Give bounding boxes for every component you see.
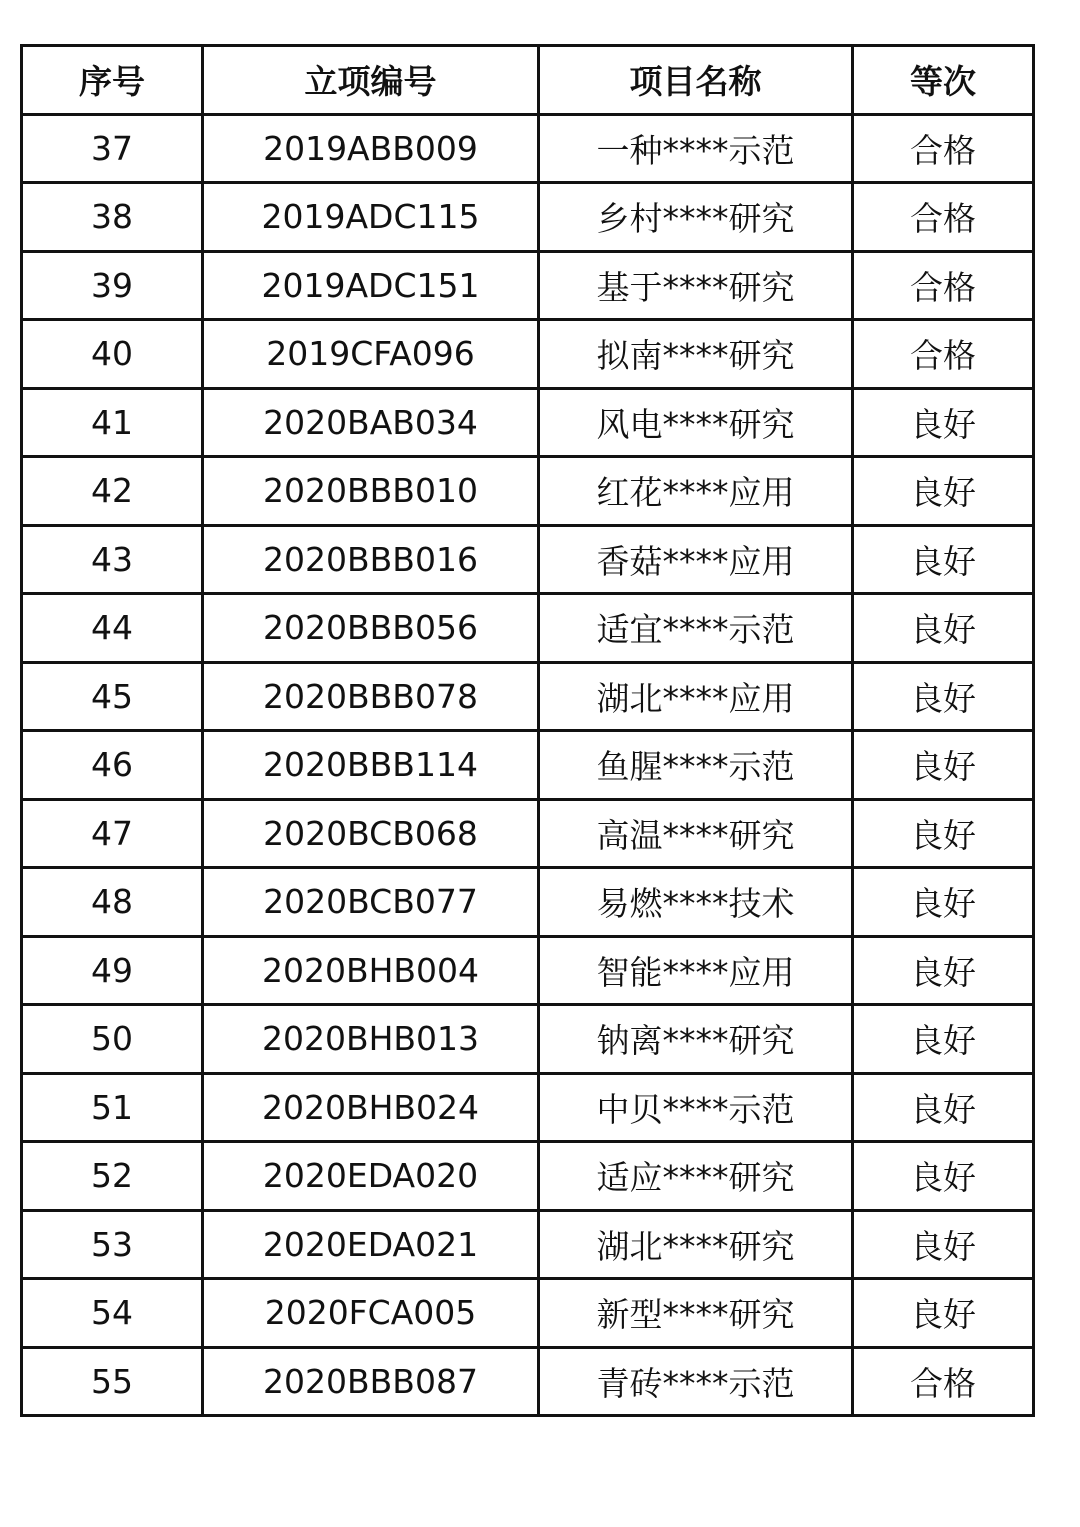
cell-grade: 良好 [853, 457, 1034, 526]
cell-project-id: 2019ADC151 [203, 251, 539, 320]
cell-serial-number: 38 [22, 183, 203, 252]
table-row [22, 1279, 1034, 1348]
table-row [22, 1073, 1034, 1142]
cell-project-name: 易燃****技术 [539, 868, 853, 937]
cell-project-id: 2020BBB087 [203, 1347, 539, 1416]
cell-grade: 合格 [853, 114, 1034, 183]
table-row [22, 868, 1034, 937]
cell-grade: 合格 [853, 320, 1034, 389]
cell-project-id: 2020BHB013 [203, 1005, 539, 1074]
cell-grade: 良好 [853, 1210, 1034, 1279]
cell-serial-number: 52 [22, 1142, 203, 1211]
header-project-id: 立项编号 [203, 46, 539, 115]
cell-grade: 良好 [853, 731, 1034, 800]
cell-project-id: 2020BCB077 [203, 868, 539, 937]
table-row [22, 662, 1034, 731]
cell-project-id: 2020BBB114 [203, 731, 539, 800]
cell-grade: 良好 [853, 936, 1034, 1005]
cell-project-name: 拟南****研究 [539, 320, 853, 389]
cell-project-id: 2019CFA096 [203, 320, 539, 389]
cell-project-id: 2019ABB009 [203, 114, 539, 183]
cell-grade: 合格 [853, 251, 1034, 320]
table-row [22, 799, 1034, 868]
cell-project-id: 2020EDA020 [203, 1142, 539, 1211]
cell-project-name: 湖北****研究 [539, 1210, 853, 1279]
table-row [22, 251, 1034, 320]
cell-grade: 良好 [853, 868, 1034, 937]
cell-project-id: 2020BAB034 [203, 388, 539, 457]
table-body [22, 114, 1034, 1416]
cell-project-name: 红花****应用 [539, 457, 853, 526]
cell-project-name: 新型****研究 [539, 1279, 853, 1348]
cell-grade: 良好 [853, 525, 1034, 594]
cell-serial-number: 55 [22, 1347, 203, 1416]
cell-serial-number: 50 [22, 1005, 203, 1074]
table-row [22, 1347, 1034, 1416]
cell-serial-number: 49 [22, 936, 203, 1005]
cell-serial-number: 41 [22, 388, 203, 457]
cell-grade: 合格 [853, 183, 1034, 252]
cell-project-name: 青砖****示范 [539, 1347, 853, 1416]
cell-project-id: 2020BCB068 [203, 799, 539, 868]
table-row [22, 1210, 1034, 1279]
cell-project-id: 2019ADC115 [203, 183, 539, 252]
cell-project-id: 2020BHB004 [203, 936, 539, 1005]
cell-serial-number: 40 [22, 320, 203, 389]
table-row [22, 731, 1034, 800]
header-project-name: 项目名称 [539, 46, 853, 115]
cell-project-name: 一种****示范 [539, 114, 853, 183]
cell-serial-number: 46 [22, 731, 203, 800]
cell-grade: 良好 [853, 1142, 1034, 1211]
cell-project-id: 2020EDA021 [203, 1210, 539, 1279]
cell-project-id: 2020BBB056 [203, 594, 539, 663]
cell-grade: 合格 [853, 1347, 1034, 1416]
cell-project-id: 2020BHB024 [203, 1073, 539, 1142]
cell-grade: 良好 [853, 662, 1034, 731]
table-row [22, 183, 1034, 252]
cell-project-name: 智能****应用 [539, 936, 853, 1005]
cell-grade: 良好 [853, 388, 1034, 457]
table-row [22, 388, 1034, 457]
cell-project-name: 风电****研究 [539, 388, 853, 457]
table-row [22, 320, 1034, 389]
cell-serial-number: 53 [22, 1210, 203, 1279]
cell-project-name: 高温****研究 [539, 799, 853, 868]
cell-project-id: 2020BBB010 [203, 457, 539, 526]
cell-grade: 良好 [853, 1279, 1034, 1348]
cell-project-name: 基于****研究 [539, 251, 853, 320]
cell-serial-number: 39 [22, 251, 203, 320]
table-row [22, 1142, 1034, 1211]
cell-serial-number: 37 [22, 114, 203, 183]
cell-grade: 良好 [853, 1005, 1034, 1074]
table-row [22, 114, 1034, 183]
cell-project-id: 2020BBB016 [203, 525, 539, 594]
cell-project-name: 香菇****应用 [539, 525, 853, 594]
cell-project-name: 乡村****研究 [539, 183, 853, 252]
cell-project-name: 适宜****示范 [539, 594, 853, 663]
cell-serial-number: 43 [22, 525, 203, 594]
table-row [22, 936, 1034, 1005]
cell-serial-number: 54 [22, 1279, 203, 1348]
table-row [22, 1005, 1034, 1074]
cell-project-id: 2020FCA005 [203, 1279, 539, 1348]
cell-grade: 良好 [853, 1073, 1034, 1142]
cell-serial-number: 51 [22, 1073, 203, 1142]
cell-serial-number: 45 [22, 662, 203, 731]
cell-project-name: 适应****研究 [539, 1142, 853, 1211]
cell-project-id: 2020BBB078 [203, 662, 539, 731]
cell-grade: 良好 [853, 799, 1034, 868]
table-header-row [22, 46, 1034, 115]
results-table [20, 44, 1035, 1417]
header-grade: 等次 [853, 46, 1034, 115]
cell-project-name: 中贝****示范 [539, 1073, 853, 1142]
cell-project-name: 鱼腥****示范 [539, 731, 853, 800]
header-serial-number: 序号 [22, 46, 203, 115]
cell-serial-number: 44 [22, 594, 203, 663]
cell-grade: 良好 [853, 594, 1034, 663]
table-row [22, 594, 1034, 663]
cell-project-name: 钠离****研究 [539, 1005, 853, 1074]
table-row [22, 525, 1034, 594]
cell-serial-number: 42 [22, 457, 203, 526]
cell-serial-number: 48 [22, 868, 203, 937]
cell-project-name: 湖北****应用 [539, 662, 853, 731]
table-row [22, 457, 1034, 526]
cell-serial-number: 47 [22, 799, 203, 868]
